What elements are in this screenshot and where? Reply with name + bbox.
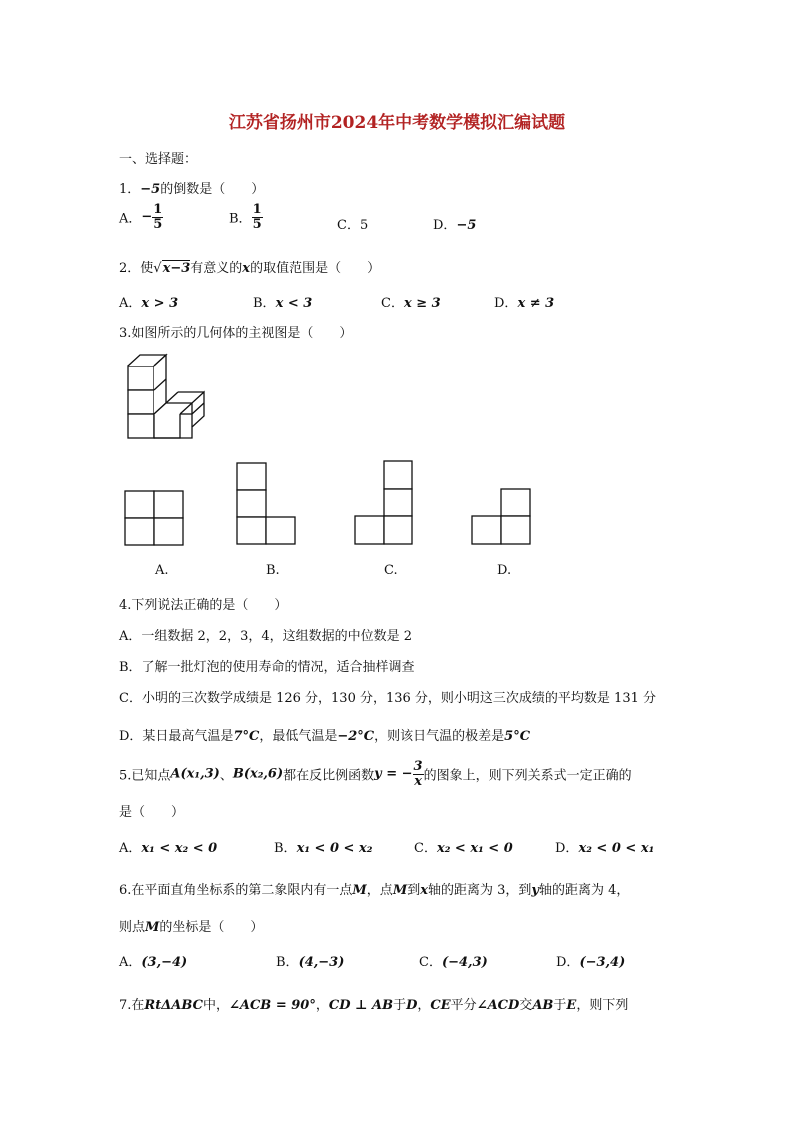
q3-figure-a <box>124 490 184 546</box>
q4-option-d: D．某日最高气温是7°C，最低气温是−2°C，则该日气温的极差是5°C <box>119 729 531 744</box>
q5-option-c: C．x₂ < x₁ < 0 <box>414 841 513 856</box>
q3-label-d: D. <box>497 563 512 578</box>
fraction: $\frac{1}{5}$ <box>252 202 262 232</box>
q1-stem: 1．−5的倒数是（ ） <box>119 182 265 197</box>
q1-option-a: A．− $\frac{1}{5}$ <box>119 202 163 232</box>
q5-stem-line2: 是（ ） <box>119 805 185 820</box>
page-title: 江苏省扬州市2024年中考数学模拟汇编试题 <box>228 113 566 133</box>
q4-stem: 4.下列说法正确的是（ ） <box>119 598 288 613</box>
q5-option-b: B．x₁ < 0 < x₂ <box>274 841 373 856</box>
solid-figure <box>120 350 210 445</box>
q2-option-b: B．x < 3 <box>253 296 313 311</box>
q2-option-c: C．x ≥ 3 <box>381 296 441 311</box>
q6-stem-line2: 则点M的坐标是（ ） <box>119 920 264 935</box>
q3-figure-c <box>354 460 414 546</box>
q3-figure-d <box>471 488 531 546</box>
q6-stem: 6.在平面直角坐标系的第二象限内有一点M，点M到x轴的距离为 3，到y轴的距离为 4， <box>119 883 630 898</box>
q2-option-a: A．x > 3 <box>119 296 179 311</box>
q5-option-a: A．x₁ < x₂ < 0 <box>119 841 218 856</box>
section-heading: 一、选择题： <box>119 152 198 167</box>
q5-stem: 5.已知点A(x₁,3)、B(x₂,6)都在反比例函数y = − $\frac{3}{x}$ 的图象上，则下列关系式一定正确的 <box>119 759 632 789</box>
q3-stem: 3.如图所示的几何体的主视图是（ ） <box>119 326 353 341</box>
q4-option-b: B．了解一批灯泡的使用寿命的情况，适合抽样调查 <box>119 660 415 675</box>
q3-figure-b <box>236 462 296 546</box>
q3-label-c: C. <box>384 563 398 578</box>
q3-label-a: A. <box>155 563 169 578</box>
q2-stem: 2．使√x−3有意义的x的取值范围是（ ） <box>119 261 381 276</box>
q1-option-d: D．−5 <box>433 218 477 233</box>
fraction: $\frac{3}{x}$ <box>413 759 423 789</box>
q5-option-d: D．x₂ < 0 < x₁ <box>555 841 655 856</box>
q6-option-b: B．(4,−3) <box>276 955 345 970</box>
q4-option-c: C．小明的三次数学成绩是 126 分，130 分，136 分，则小明这三次成绩的平均数是 131 分 <box>119 691 656 706</box>
q6-option-c: C．(−4,3) <box>419 955 488 970</box>
q1-option-b: B． $\frac{1}{5}$ <box>229 202 262 232</box>
q4-option-a: A．一组数据 2，2，3，4，这组数据的中位数是 2 <box>119 629 413 644</box>
q1-option-c: C．5 <box>337 218 369 233</box>
fraction: $\frac{1}{5}$ <box>153 202 163 232</box>
q7-stem: 7.在RtΔABC中，∠ACB = 90°，CD ⊥ AB于D，CE平分∠ACD交AB于E，则下列 <box>119 998 629 1013</box>
q6-option-d: D．(−3,4) <box>556 955 626 970</box>
q2-option-d: D．x ≠ 3 <box>494 296 555 311</box>
q3-label-b: B. <box>266 563 280 578</box>
q6-option-a: A．(3,−4) <box>119 955 188 970</box>
